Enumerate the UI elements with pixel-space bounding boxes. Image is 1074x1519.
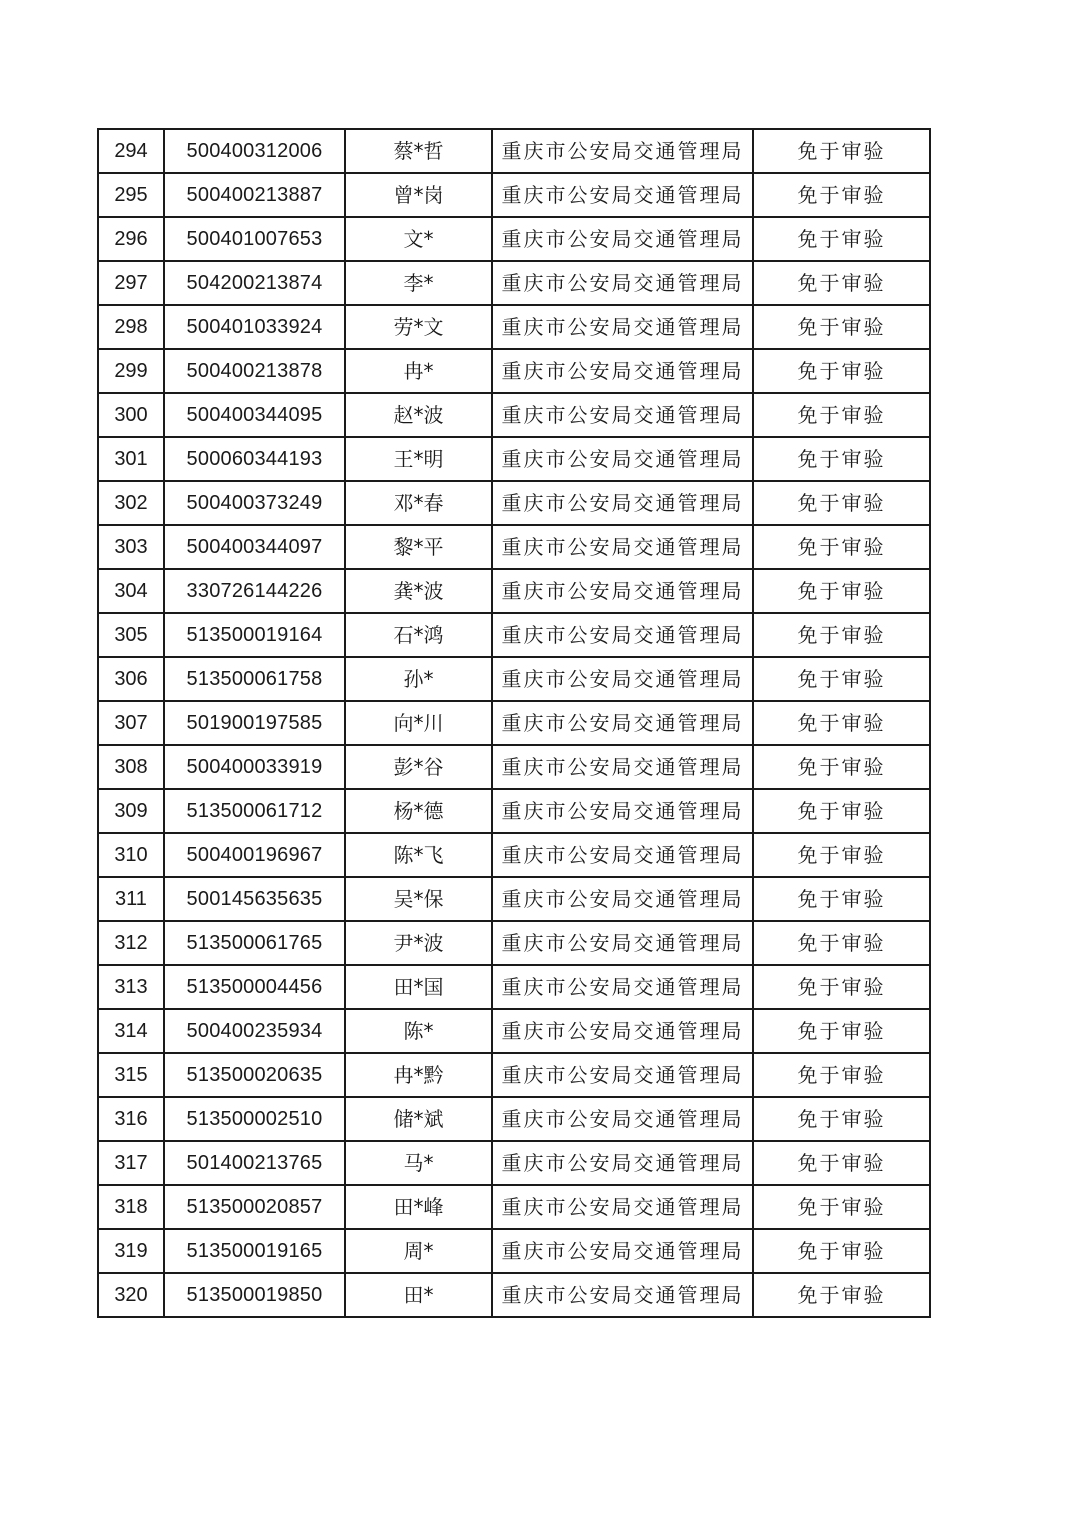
license-number-cell: 500400196967 xyxy=(164,833,345,877)
holder-name-cell: 赵*波 xyxy=(345,393,492,437)
holder-name-cell: 邓*春 xyxy=(345,481,492,525)
review-status-cell: 免于审验 xyxy=(753,1141,930,1185)
table-row xyxy=(98,1009,930,1053)
holder-name-cell: 吴*保 xyxy=(345,877,492,921)
issuing-authority-cell: 重庆市公安局交通管理局 xyxy=(492,1097,753,1141)
review-status-cell: 免于审验 xyxy=(753,349,930,393)
review-status-cell: 免于审验 xyxy=(753,305,930,349)
review-status-cell: 免于审验 xyxy=(753,437,930,481)
holder-name-cell: 文* xyxy=(345,217,492,261)
holder-name-cell: 向*川 xyxy=(345,701,492,745)
row-number-cell: 313 xyxy=(98,965,164,1009)
table-row xyxy=(98,437,930,481)
holder-name-cell: 储*斌 xyxy=(345,1097,492,1141)
issuing-authority-cell: 重庆市公安局交通管理局 xyxy=(492,613,753,657)
row-number-cell: 316 xyxy=(98,1097,164,1141)
license-number-cell: 500400235934 xyxy=(164,1009,345,1053)
review-status-cell: 免于审验 xyxy=(753,657,930,701)
license-number-cell: 500400033919 xyxy=(164,745,345,789)
holder-name-cell: 李* xyxy=(345,261,492,305)
row-number-cell: 311 xyxy=(98,877,164,921)
row-number-cell: 303 xyxy=(98,525,164,569)
row-number-cell: 318 xyxy=(98,1185,164,1229)
issuing-authority-cell: 重庆市公安局交通管理局 xyxy=(492,833,753,877)
table-row xyxy=(98,217,930,261)
table-row xyxy=(98,921,930,965)
holder-name-cell: 石*鸿 xyxy=(345,613,492,657)
holder-name-cell: 田* xyxy=(345,1273,492,1317)
roster-table xyxy=(97,128,931,1318)
issuing-authority-cell: 重庆市公安局交通管理局 xyxy=(492,1141,753,1185)
holder-name-cell: 孙* xyxy=(345,657,492,701)
table-row xyxy=(98,349,930,393)
table-row xyxy=(98,393,930,437)
holder-name-cell: 周* xyxy=(345,1229,492,1273)
license-number-cell: 500400213887 xyxy=(164,173,345,217)
license-number-cell: 500060344193 xyxy=(164,437,345,481)
license-number-cell: 513500019164 xyxy=(164,613,345,657)
row-number-cell: 317 xyxy=(98,1141,164,1185)
row-number-cell: 294 xyxy=(98,129,164,173)
issuing-authority-cell: 重庆市公安局交通管理局 xyxy=(492,1273,753,1317)
license-number-cell: 500400312006 xyxy=(164,129,345,173)
issuing-authority-cell: 重庆市公安局交通管理局 xyxy=(492,261,753,305)
issuing-authority-cell: 重庆市公安局交通管理局 xyxy=(492,745,753,789)
row-number-cell: 319 xyxy=(98,1229,164,1273)
review-status-cell: 免于审验 xyxy=(753,1009,930,1053)
license-number-cell: 500400213878 xyxy=(164,349,345,393)
review-status-cell: 免于审验 xyxy=(753,789,930,833)
row-number-cell: 312 xyxy=(98,921,164,965)
table-row xyxy=(98,173,930,217)
review-status-cell: 免于审验 xyxy=(753,921,930,965)
license-number-cell: 500400373249 xyxy=(164,481,345,525)
license-number-cell: 500400344095 xyxy=(164,393,345,437)
table-row xyxy=(98,745,930,789)
license-number-cell: 500145635635 xyxy=(164,877,345,921)
holder-name-cell: 马* xyxy=(345,1141,492,1185)
review-status-cell: 免于审验 xyxy=(753,525,930,569)
issuing-authority-cell: 重庆市公安局交通管理局 xyxy=(492,1185,753,1229)
license-number-cell: 513500020857 xyxy=(164,1185,345,1229)
issuing-authority-cell: 重庆市公安局交通管理局 xyxy=(492,217,753,261)
holder-name-cell: 黎*平 xyxy=(345,525,492,569)
table-row xyxy=(98,877,930,921)
issuing-authority-cell: 重庆市公安局交通管理局 xyxy=(492,525,753,569)
table-row xyxy=(98,833,930,877)
license-number-cell: 513500019850 xyxy=(164,1273,345,1317)
holder-name-cell: 陈* xyxy=(345,1009,492,1053)
row-number-cell: 296 xyxy=(98,217,164,261)
review-status-cell: 免于审验 xyxy=(753,129,930,173)
license-number-cell: 501400213765 xyxy=(164,1141,345,1185)
table-row xyxy=(98,569,930,613)
row-number-cell: 310 xyxy=(98,833,164,877)
review-status-cell: 免于审验 xyxy=(753,173,930,217)
table-row xyxy=(98,1185,930,1229)
review-status-cell: 免于审验 xyxy=(753,1273,930,1317)
row-number-cell: 304 xyxy=(98,569,164,613)
license-number-cell: 500400344097 xyxy=(164,525,345,569)
license-number-cell: 330726144226 xyxy=(164,569,345,613)
review-status-cell: 免于审验 xyxy=(753,1097,930,1141)
row-number-cell: 301 xyxy=(98,437,164,481)
issuing-authority-cell: 重庆市公安局交通管理局 xyxy=(492,569,753,613)
issuing-authority-cell: 重庆市公安局交通管理局 xyxy=(492,349,753,393)
table-row xyxy=(98,1273,930,1317)
issuing-authority-cell: 重庆市公安局交通管理局 xyxy=(492,877,753,921)
row-number-cell: 297 xyxy=(98,261,164,305)
row-number-cell: 299 xyxy=(98,349,164,393)
issuing-authority-cell: 重庆市公安局交通管理局 xyxy=(492,1229,753,1273)
table-row xyxy=(98,657,930,701)
row-number-cell: 307 xyxy=(98,701,164,745)
review-status-cell: 免于审验 xyxy=(753,701,930,745)
table-row xyxy=(98,261,930,305)
holder-name-cell: 尹*波 xyxy=(345,921,492,965)
review-status-cell: 免于审验 xyxy=(753,261,930,305)
issuing-authority-cell: 重庆市公安局交通管理局 xyxy=(492,129,753,173)
holder-name-cell: 彭*谷 xyxy=(345,745,492,789)
table-row xyxy=(98,965,930,1009)
table-row xyxy=(98,525,930,569)
review-status-cell: 免于审验 xyxy=(753,217,930,261)
issuing-authority-cell: 重庆市公安局交通管理局 xyxy=(492,481,753,525)
holder-name-cell: 蔡*哲 xyxy=(345,129,492,173)
holder-name-cell: 杨*德 xyxy=(345,789,492,833)
table-row xyxy=(98,1141,930,1185)
table-row xyxy=(98,789,930,833)
holder-name-cell: 曾*岗 xyxy=(345,173,492,217)
review-status-cell: 免于审验 xyxy=(753,393,930,437)
license-number-cell: 504200213874 xyxy=(164,261,345,305)
issuing-authority-cell: 重庆市公安局交通管理局 xyxy=(492,921,753,965)
issuing-authority-cell: 重庆市公安局交通管理局 xyxy=(492,305,753,349)
license-number-cell: 513500002510 xyxy=(164,1097,345,1141)
row-number-cell: 315 xyxy=(98,1053,164,1097)
review-status-cell: 免于审验 xyxy=(753,833,930,877)
row-number-cell: 309 xyxy=(98,789,164,833)
review-status-cell: 免于审验 xyxy=(753,965,930,1009)
review-status-cell: 免于审验 xyxy=(753,1229,930,1273)
table-row xyxy=(98,613,930,657)
table-row xyxy=(98,1229,930,1273)
issuing-authority-cell: 重庆市公安局交通管理局 xyxy=(492,1053,753,1097)
row-number-cell: 295 xyxy=(98,173,164,217)
review-status-cell: 免于审验 xyxy=(753,1185,930,1229)
row-number-cell: 314 xyxy=(98,1009,164,1053)
issuing-authority-cell: 重庆市公安局交通管理局 xyxy=(492,393,753,437)
table-row xyxy=(98,1053,930,1097)
issuing-authority-cell: 重庆市公安局交通管理局 xyxy=(492,1009,753,1053)
review-status-cell: 免于审验 xyxy=(753,569,930,613)
license-number-cell: 513500004456 xyxy=(164,965,345,1009)
license-number-cell: 513500061765 xyxy=(164,921,345,965)
row-number-cell: 305 xyxy=(98,613,164,657)
issuing-authority-cell: 重庆市公安局交通管理局 xyxy=(492,437,753,481)
table-row xyxy=(98,129,930,173)
license-number-cell: 500401033924 xyxy=(164,305,345,349)
holder-name-cell: 陈*飞 xyxy=(345,833,492,877)
license-number-cell: 513500061758 xyxy=(164,657,345,701)
row-number-cell: 306 xyxy=(98,657,164,701)
issuing-authority-cell: 重庆市公安局交通管理局 xyxy=(492,657,753,701)
table-row xyxy=(98,701,930,745)
issuing-authority-cell: 重庆市公安局交通管理局 xyxy=(492,173,753,217)
table-row xyxy=(98,305,930,349)
issuing-authority-cell: 重庆市公安局交通管理局 xyxy=(492,701,753,745)
row-number-cell: 308 xyxy=(98,745,164,789)
roster-table-body xyxy=(98,129,930,1317)
holder-name-cell: 田*峰 xyxy=(345,1185,492,1229)
review-status-cell: 免于审验 xyxy=(753,745,930,789)
review-status-cell: 免于审验 xyxy=(753,1053,930,1097)
license-number-cell: 513500020635 xyxy=(164,1053,345,1097)
license-number-cell: 500401007653 xyxy=(164,217,345,261)
license-number-cell: 501900197585 xyxy=(164,701,345,745)
review-status-cell: 免于审验 xyxy=(753,613,930,657)
table-row xyxy=(98,1097,930,1141)
row-number-cell: 298 xyxy=(98,305,164,349)
review-status-cell: 免于审验 xyxy=(753,481,930,525)
issuing-authority-cell: 重庆市公安局交通管理局 xyxy=(492,789,753,833)
table-row xyxy=(98,481,930,525)
row-number-cell: 320 xyxy=(98,1273,164,1317)
row-number-cell: 302 xyxy=(98,481,164,525)
holder-name-cell: 冉*黔 xyxy=(345,1053,492,1097)
issuing-authority-cell: 重庆市公安局交通管理局 xyxy=(492,965,753,1009)
row-number-cell: 300 xyxy=(98,393,164,437)
holder-name-cell: 王*明 xyxy=(345,437,492,481)
holder-name-cell: 劳*文 xyxy=(345,305,492,349)
holder-name-cell: 冉* xyxy=(345,349,492,393)
holder-name-cell: 田*国 xyxy=(345,965,492,1009)
license-number-cell: 513500061712 xyxy=(164,789,345,833)
review-status-cell: 免于审验 xyxy=(753,877,930,921)
license-number-cell: 513500019165 xyxy=(164,1229,345,1273)
holder-name-cell: 龚*波 xyxy=(345,569,492,613)
